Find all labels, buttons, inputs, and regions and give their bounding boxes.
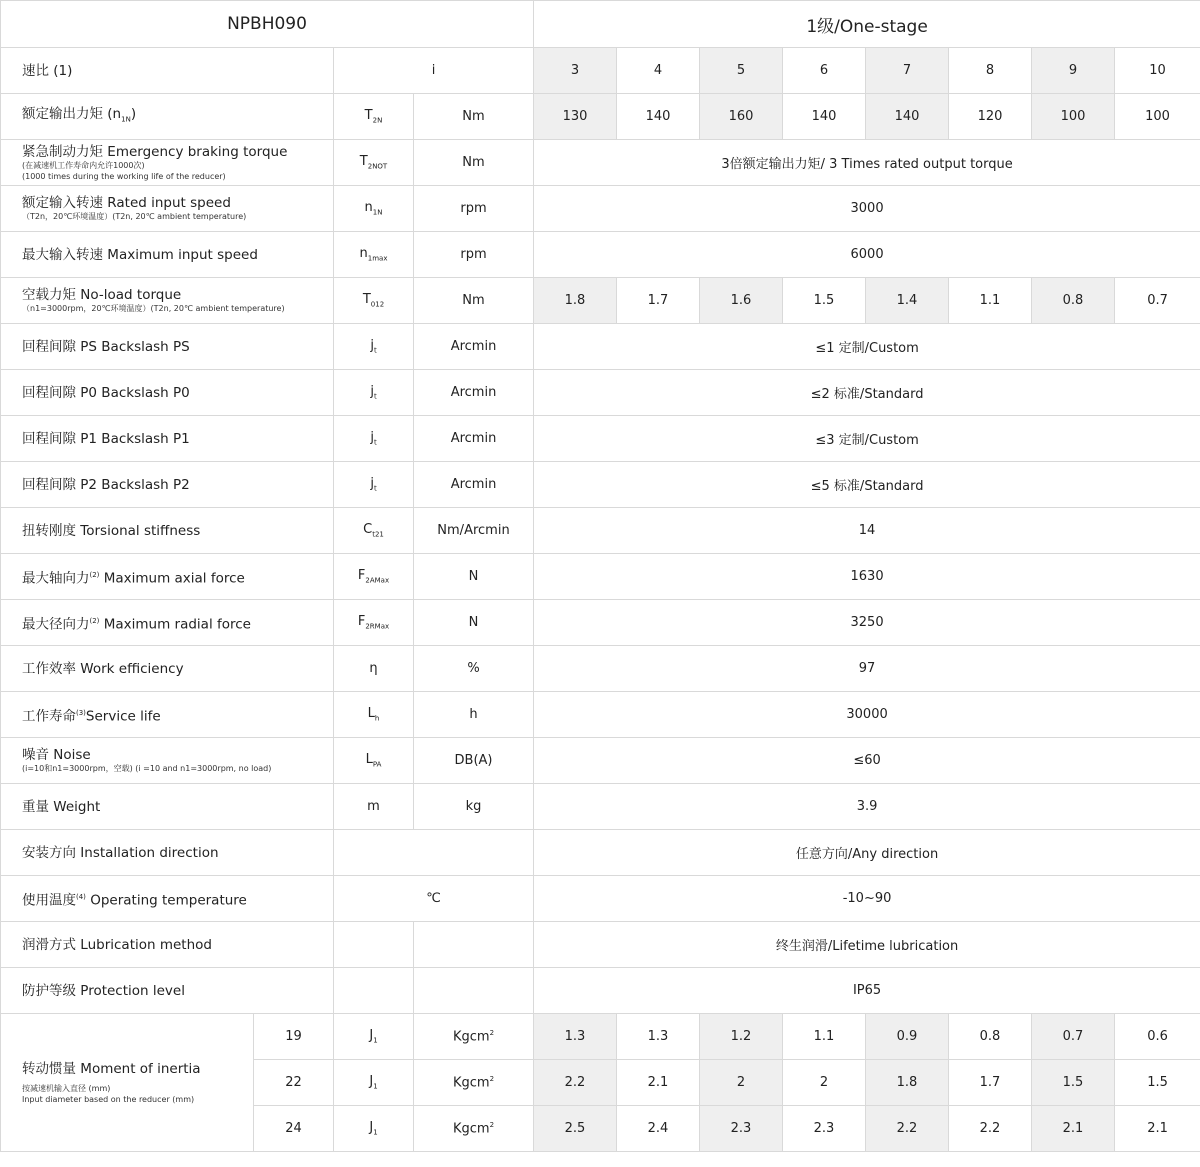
efficiency-value: 97	[534, 646, 1200, 692]
emergency-torque-label: 紧急制动力矩 Emergency braking torque (在减速机工作寿命内允许1000次) (1000 times during the working life of the reducer)	[1, 140, 334, 186]
noload-torque-symbol: $T_{012}$	[334, 278, 414, 324]
inertia-symbol: $J_1$	[334, 1014, 414, 1060]
ratio-value: 4	[617, 48, 700, 94]
rated-torque-value: 100	[1115, 94, 1200, 140]
inertia-value: 1.3	[617, 1014, 700, 1060]
inertia-value: 2.3	[700, 1106, 783, 1152]
backlash-p0-symbol: $j_t$	[334, 370, 414, 416]
noload-torque-value: 1.6	[700, 278, 783, 324]
backlash-p2-value: ≤5 标准/Standard	[534, 462, 1200, 508]
ratio-value: 6	[783, 48, 866, 94]
inertia-value: 2.4	[617, 1106, 700, 1152]
backlash-p2-row	[1, 462, 1200, 508]
axial-force-symbol: $F_{2AMax}$	[334, 554, 414, 600]
efficiency-unit: %	[414, 646, 534, 692]
rated-torque-label: 额定输出力矩 $(n_{1N})$	[1, 94, 334, 140]
backlash-ps-label: 回程间隙 PS Backslash PS	[1, 324, 334, 370]
installation-value: 任意方向/Any direction	[534, 830, 1200, 876]
backlash-p2-unit: Arcmin	[414, 462, 534, 508]
backlash-ps-value: ≤1 定制/Custom	[534, 324, 1200, 370]
emergency-torque-value: 3倍额定输出力矩/ 3 Times rated output torque	[534, 140, 1200, 186]
inertia-value: 2.2	[949, 1106, 1032, 1152]
inertia-diameter: 19	[254, 1014, 334, 1060]
stiffness-unit: Nm/Arcmin	[414, 508, 534, 554]
rated-speed-unit: rpm	[414, 186, 534, 232]
installation-row	[1, 830, 1200, 876]
inertia-value: 0.8	[949, 1014, 1032, 1060]
stiffness-row	[1, 508, 1200, 554]
service-life-row	[1, 692, 1200, 738]
axial-force-label: 最大轴向力$^{(2)}$ Maximum axial force	[1, 554, 334, 600]
noload-torque-value: 0.7	[1115, 278, 1200, 324]
inertia-unit: Kgcm$^2$	[414, 1106, 534, 1152]
radial-force-symbol: $F_{2RMax}$	[334, 600, 414, 646]
inertia-value: 1.5	[1115, 1060, 1200, 1106]
inertia-value: 2	[783, 1060, 866, 1106]
ratio-value: 7	[866, 48, 949, 94]
stage-label: 1级/One-stage	[534, 1, 1200, 48]
header-row	[1, 1, 1200, 48]
model-name: NPBH090	[1, 1, 534, 48]
lubrication-unit-empty	[414, 922, 534, 968]
protection-symbol-empty	[334, 968, 414, 1014]
radial-force-row	[1, 600, 1200, 646]
backlash-ps-unit: Arcmin	[414, 324, 534, 370]
weight-value: 3.9	[534, 784, 1200, 830]
service-life-value: 30000	[534, 692, 1200, 738]
emergency-torque-unit: Nm	[414, 140, 534, 186]
inertia-value: 0.9	[866, 1014, 949, 1060]
efficiency-label: 工作效率 Work efficiency	[1, 646, 334, 692]
protection-unit-empty	[414, 968, 534, 1014]
service-life-unit: h	[414, 692, 534, 738]
inertia-unit: Kgcm$^2$	[414, 1060, 534, 1106]
ratio-value: 3	[534, 48, 617, 94]
axial-force-value: 1630	[534, 554, 1200, 600]
noise-row	[1, 738, 1200, 784]
axial-force-row	[1, 554, 1200, 600]
inertia-value: 2	[700, 1060, 783, 1106]
inertia-value: 1.7	[949, 1060, 1032, 1106]
inertia-diameter: 22	[254, 1060, 334, 1106]
installation-symbol-empty	[334, 830, 534, 876]
rated-torque-value: 140	[617, 94, 700, 140]
inertia-value: 2.3	[783, 1106, 866, 1152]
max-speed-row	[1, 232, 1200, 278]
protection-label: 防护等级 Protection level	[1, 968, 334, 1014]
backlash-p0-value: ≤2 标准/Standard	[534, 370, 1200, 416]
service-life-label: 工作寿命$^{(3)}$Service life	[1, 692, 334, 738]
noise-symbol: $L_{PA}$	[334, 738, 414, 784]
ratio-value: 10	[1115, 48, 1200, 94]
inertia-value: 0.6	[1115, 1014, 1200, 1060]
inertia-label: 转动惯量 Moment of inertia 按减速机输入直径 (mm) Input diameter based on the reducer (mm)	[1, 1014, 254, 1152]
protection-value: IP65	[534, 968, 1200, 1014]
noload-torque-value: 1.4	[866, 278, 949, 324]
noload-torque-value: 1.1	[949, 278, 1032, 324]
inertia-value: 1.3	[534, 1014, 617, 1060]
noload-torque-row	[1, 278, 1200, 324]
noload-torque-value: 1.8	[534, 278, 617, 324]
service-life-symbol: $L_h$	[334, 692, 414, 738]
inertia-value: 1.5	[1032, 1060, 1115, 1106]
inertia-diameter: 24	[254, 1106, 334, 1152]
ratio-value: 8	[949, 48, 1032, 94]
backlash-p1-value: ≤3 定制/Custom	[534, 416, 1200, 462]
inertia-value: 2.1	[1115, 1106, 1200, 1152]
backlash-p1-unit: Arcmin	[414, 416, 534, 462]
lubrication-label: 润滑方式 Lubrication method	[1, 922, 334, 968]
temperature-value: -10~90	[534, 876, 1200, 922]
noload-torque-value: 0.8	[1032, 278, 1115, 324]
backlash-p0-row	[1, 370, 1200, 416]
rated-torque-symbol: $T_{2N}$	[334, 94, 414, 140]
backlash-p2-label: 回程间隙 P2 Backslash P2	[1, 462, 334, 508]
backlash-p1-label: 回程间隙 P1 Backslash P1	[1, 416, 334, 462]
emergency-torque-symbol: $T_{2NOT}$	[334, 140, 414, 186]
protection-row	[1, 968, 1200, 1014]
ratio-label: 速比 (1)	[1, 48, 334, 94]
rated-speed-symbol: $n_{1N}$	[334, 186, 414, 232]
max-speed-unit: rpm	[414, 232, 534, 278]
rated-speed-value: 3000	[534, 186, 1200, 232]
backlash-p0-label: 回程间隙 P0 Backslash P0	[1, 370, 334, 416]
backlash-p2-symbol: $j_t$	[334, 462, 414, 508]
backlash-p1-row	[1, 416, 1200, 462]
inertia-value: 2.2	[534, 1060, 617, 1106]
ratio-value: 5	[700, 48, 783, 94]
rated-torque-value: 140	[866, 94, 949, 140]
backlash-p0-unit: Arcmin	[414, 370, 534, 416]
radial-force-unit: N	[414, 600, 534, 646]
ratio-value: 9	[1032, 48, 1115, 94]
inertia-row	[1, 1014, 1200, 1060]
weight-unit: kg	[414, 784, 534, 830]
axial-force-unit: N	[414, 554, 534, 600]
stiffness-value: 14	[534, 508, 1200, 554]
rated-torque-value: 140	[783, 94, 866, 140]
rated-speed-label: 额定输入转速 Rated input speed （T2n，20℃环境温度）(T2n, 20℃ ambient temperature)	[1, 186, 334, 232]
rated-torque-value: 130	[534, 94, 617, 140]
rated-torque-value: 100	[1032, 94, 1115, 140]
inertia-value: 1.8	[866, 1060, 949, 1106]
temperature-label: 使用温度$^{(4)}$ Operating temperature	[1, 876, 334, 922]
rated-torque-unit: Nm	[414, 94, 534, 140]
inertia-symbol: $J_1$	[334, 1106, 414, 1152]
inertia-value: 2.1	[617, 1060, 700, 1106]
backlash-ps-symbol: $j_t$	[334, 324, 414, 370]
weight-row	[1, 784, 1200, 830]
backlash-ps-row	[1, 324, 1200, 370]
max-speed-label: 最大输入转速 Maximum input speed	[1, 232, 334, 278]
inertia-unit: Kgcm$^2$	[414, 1014, 534, 1060]
lubrication-symbol-empty	[334, 922, 414, 968]
radial-force-label: 最大径向力$^{(2)}$ Maximum radial force	[1, 600, 334, 646]
inertia-value: 0.7	[1032, 1014, 1115, 1060]
max-speed-symbol: $n_{1max}$	[334, 232, 414, 278]
noload-torque-label: 空载力矩 No-load torque （n1=3000rpm，20℃环境温度）(T2n, 20℃ ambient temperature)	[1, 278, 334, 324]
noload-torque-unit: Nm	[414, 278, 534, 324]
temperature-unit: ℃	[334, 876, 534, 922]
installation-label: 安装方向 Installation direction	[1, 830, 334, 876]
noise-label: 噪音 Noise (i=10和n1=3000rpm，空载) (i =10 and n1=3000rpm, no load)	[1, 738, 334, 784]
rated-torque-row	[1, 94, 1200, 140]
inertia-value: 2.2	[866, 1106, 949, 1152]
noload-torque-value: 1.7	[617, 278, 700, 324]
emergency-torque-row	[1, 140, 1200, 186]
rated-torque-value: 160	[700, 94, 783, 140]
efficiency-symbol: η	[334, 646, 414, 692]
backlash-p1-symbol: $j_t$	[334, 416, 414, 462]
lubrication-row	[1, 922, 1200, 968]
rated-speed-row	[1, 186, 1200, 232]
temperature-row	[1, 876, 1200, 922]
inertia-symbol: $J_1$	[334, 1060, 414, 1106]
efficiency-row	[1, 646, 1200, 692]
stiffness-label: 扭转刚度 Torsional stiffness	[1, 508, 334, 554]
noise-unit: DB(A)	[414, 738, 534, 784]
rated-torque-value: 120	[949, 94, 1032, 140]
noload-torque-value: 1.5	[783, 278, 866, 324]
max-speed-value: 6000	[534, 232, 1200, 278]
noise-value: ≤60	[534, 738, 1200, 784]
inertia-value: 2.1	[1032, 1106, 1115, 1152]
ratio-row	[1, 48, 1200, 94]
lubrication-value: 终生润滑/Lifetime lubrication	[534, 922, 1200, 968]
inertia-value: 1.1	[783, 1014, 866, 1060]
stiffness-symbol: $C_{t21}$	[334, 508, 414, 554]
ratio-symbol: i	[334, 48, 534, 94]
inertia-value: 2.5	[534, 1106, 617, 1152]
inertia-value: 1.2	[700, 1014, 783, 1060]
weight-symbol: m	[334, 784, 414, 830]
radial-force-value: 3250	[534, 600, 1200, 646]
weight-label: 重量 Weight	[1, 784, 334, 830]
